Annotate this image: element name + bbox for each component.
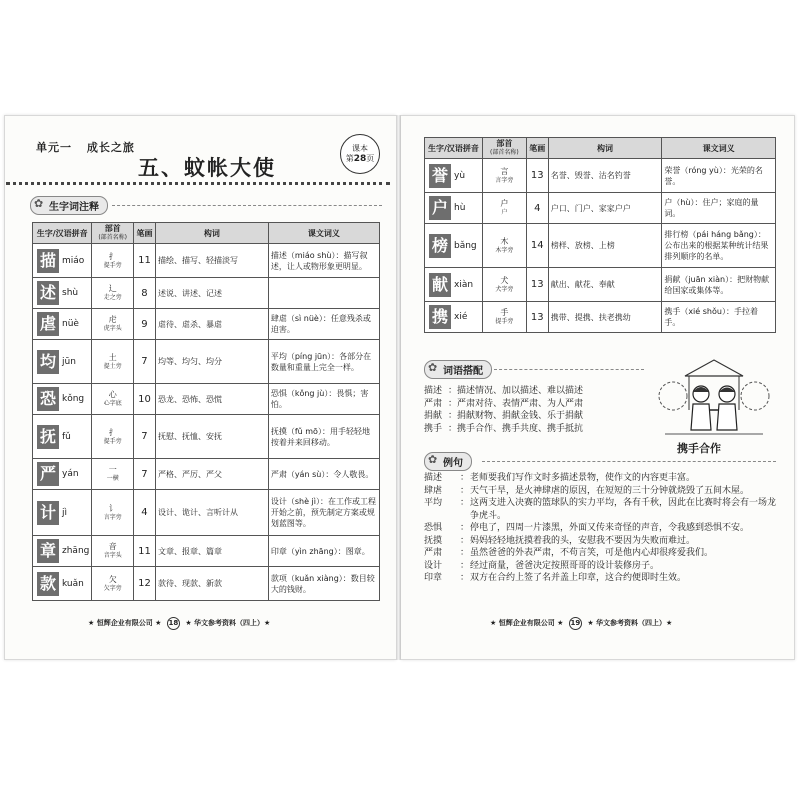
hanzi-cell (33, 415, 92, 459)
text-meaning: 荣誉（róng yù）：光荣的名誉。 (662, 159, 776, 193)
table-row (33, 536, 380, 567)
hanzi-char: 均 (37, 350, 59, 374)
col-header-radical: 部首 (部首名称) (482, 138, 526, 159)
example-key: 印章 (424, 573, 443, 583)
stroke-count: 13 (526, 302, 548, 333)
table-header-row (425, 138, 776, 159)
stroke-count: 7 (134, 415, 156, 459)
hanzi-cell (33, 384, 92, 415)
radical-name: 提手旁 (103, 261, 122, 269)
hanzi-cell (33, 244, 92, 278)
hanzi-char: 抚 (37, 425, 59, 449)
word-forms: 携带、提携、扶老携幼 (548, 302, 662, 333)
example-sentence: 虽然爸爸的外表严肃，不苟言笑，可是他内心却很疼爱我们。 (470, 548, 714, 558)
text-meaning: 排行榜（pái háng bǎng）：公布出来的根据某种统计结果排列顺序的名单。 (662, 224, 776, 268)
example-key: 严肃 (424, 548, 443, 558)
header-divider (6, 182, 390, 188)
example-sentence: 老师要我们写作文时多描述景物，使作文的内容更丰富。 (470, 473, 696, 483)
example-key: 抚摸 (424, 535, 443, 546)
radical-name: 提手旁 (103, 437, 122, 445)
radical-name: 欠字旁 (103, 584, 122, 592)
hanzi-cell (33, 309, 92, 340)
text-meaning: 携手（xié shǒu）：手拉着手。 (662, 302, 776, 333)
col-header-hanzi: 生字/汉语拼音 (425, 138, 483, 159)
radical: 虍 (108, 315, 117, 324)
radical-name: 走之旁 (103, 294, 122, 301)
table-row (425, 302, 776, 333)
hanzi-char: 描 (37, 249, 59, 273)
hanzi-cell (33, 536, 92, 567)
pinyin: bǎng (454, 240, 477, 251)
pinyin: yán (62, 469, 79, 479)
example-row (424, 485, 776, 498)
stroke-count: 12 (134, 567, 156, 601)
col-header-hanzi: 生字/汉语拼音 (33, 223, 92, 244)
pinyin: kǒng (62, 394, 85, 404)
example-row (424, 472, 776, 485)
word-pair-row (424, 423, 583, 436)
colon: ： (460, 498, 470, 508)
text-meaning: 肆虐（sì nüè）：任意残杀或迫害。 (268, 309, 379, 340)
word-forms: 均等、均匀、均分 (155, 340, 268, 384)
word-forms: 描绘、描写、轻描淡写 (155, 244, 268, 278)
stroke-count: 8 (134, 278, 156, 309)
word-forms: 虐待、虐杀、暴虐 (155, 309, 268, 340)
example-key: 描述 (424, 473, 443, 483)
word-forms: 抚慰、抚恤、安抚 (155, 415, 268, 459)
hanzi-char: 携 (429, 305, 451, 329)
flower-icon: ✿ (34, 197, 44, 210)
radical-cell (92, 536, 134, 567)
footer-right (490, 617, 672, 630)
colon: ： (460, 535, 470, 546)
radical: 言 (500, 166, 509, 176)
radical-name: 提土旁 (103, 362, 122, 370)
stroke-count: 14 (526, 224, 548, 268)
footer-series: ★ 华文参考资料（四上）★ (587, 619, 673, 627)
section-label-text: 词语搭配 (443, 366, 483, 377)
section-divider (482, 461, 776, 462)
colon: ： (460, 485, 470, 496)
word-forms: 设计、诡计、言听计从 (155, 490, 268, 536)
table-row (33, 244, 380, 278)
table-row (425, 224, 776, 268)
table-row (33, 490, 380, 536)
example-sentence: 双方在合约上签了名并盖上印章，这合约便即时生效。 (470, 573, 687, 583)
section-label-word-pairs (424, 360, 492, 379)
table-row (33, 340, 380, 384)
word-forms: 文章、报章、篇章 (155, 536, 268, 567)
radical: 犬 (500, 275, 509, 285)
pair-key: 携手 (424, 423, 443, 434)
table-row (33, 459, 380, 490)
radical: 音 (108, 542, 117, 551)
footer-company: ★ 恒辉企业有限公司 ★ (88, 619, 162, 627)
pinyin: nüè (62, 319, 79, 329)
radical-cell (92, 309, 134, 340)
pair-values: ：携手合作、携手共度、携手抵抗 (448, 423, 584, 434)
radical: 一 (108, 465, 117, 474)
word-forms: 述说、讲述、记述 (155, 278, 268, 309)
example-row (424, 560, 776, 573)
radical-cell (482, 159, 526, 193)
pinyin: hù (454, 203, 466, 213)
col-header-words: 构词 (548, 138, 662, 159)
word-pair-row (424, 398, 583, 411)
hanzi-char: 献 (429, 273, 451, 297)
radical: 户 (500, 199, 509, 208)
example-sentences (424, 472, 776, 585)
table-row (33, 309, 380, 340)
hanzi-cell (425, 268, 483, 302)
pair-key: 描述 (424, 386, 443, 396)
hanzi-cell (33, 490, 92, 536)
radical: 扌 (108, 427, 117, 437)
text-meaning: 严肃（yán sù）：令人敬畏。 (268, 459, 379, 490)
col-header-words: 构词 (155, 223, 268, 244)
section-label-text: 例句 (443, 458, 463, 469)
hanzi-cell (33, 340, 92, 384)
pinyin: xiàn (454, 279, 474, 290)
section-label-new-words (30, 196, 108, 215)
table-row (33, 278, 380, 309)
hanzi-char: 章 (37, 539, 59, 563)
textbook-page-badge (340, 134, 380, 174)
stroke-count: 7 (134, 459, 156, 490)
radical-cell (482, 224, 526, 268)
hanzi-char: 计 (37, 501, 59, 525)
flower-icon: ✿ (428, 361, 438, 374)
hanzi-char: 款 (37, 572, 59, 596)
pinyin: fǔ (62, 431, 71, 442)
radical-name: 户 (501, 209, 508, 216)
colon: ： (460, 473, 470, 483)
stroke-count: 9 (134, 309, 156, 340)
hanzi-char: 恐 (37, 387, 59, 411)
stroke-count: 7 (134, 340, 156, 384)
word-forms: 款待、现款、新款 (155, 567, 268, 601)
word-forms: 榜样、放榜、上榜 (548, 224, 662, 268)
text-meaning: 恐惧（kǒng jù）：畏惧；害怕。 (268, 384, 379, 415)
example-row (424, 535, 776, 548)
radical-name: 言字旁 (495, 176, 514, 184)
table-row (425, 193, 776, 224)
stroke-count: 11 (134, 536, 156, 567)
radical-cell (92, 459, 134, 490)
pinyin: miáo (62, 255, 85, 266)
stroke-count: 13 (526, 159, 548, 193)
children-holding-hands-illustration (655, 358, 773, 440)
text-meaning: 款项（kuǎn xiàng）：数目较大的钱财。 (268, 567, 379, 601)
radical: 讠 (108, 503, 117, 513)
colon: ： (460, 560, 470, 571)
example-row (424, 547, 776, 560)
table-row (33, 415, 380, 459)
col-header-strokes: 笔画 (526, 138, 548, 159)
text-meaning: 抚摸（fǔ mō）：用手轻轻地按着并来回移动。 (268, 415, 379, 459)
colon: ： (460, 573, 470, 583)
pair-key: 捐献 (424, 411, 443, 421)
pinyin: kuǎn (62, 578, 84, 589)
example-key: 平均 (424, 498, 443, 508)
footer-company: ★ 恒辉企业有限公司 ★ (490, 619, 564, 627)
footer-left (88, 617, 270, 630)
word-forms: 献出、献花、奉献 (548, 268, 662, 302)
example-row (424, 497, 776, 522)
pair-key: 严肃 (424, 398, 443, 409)
radical: 辶 (108, 284, 117, 293)
radical-cell (92, 415, 134, 459)
word-forms: 恐龙、恐怖、恐慌 (155, 384, 268, 415)
text-meaning (268, 278, 379, 309)
pair-values: ：严肃对待、表情严肃、为人严肃 (448, 398, 584, 409)
text-meaning: 捐献（juān xiàn）：把财物献给国家或集体等。 (662, 268, 776, 302)
radical-name: 提手旁 (495, 318, 514, 325)
vocab-table-right (424, 137, 776, 333)
vocab-table-left (32, 222, 380, 601)
table-row (33, 567, 380, 601)
flower-icon: ✿ (428, 453, 438, 466)
illustration-caption: 携手合作 (677, 442, 721, 455)
badge-line1: 课本 (352, 144, 368, 153)
table-row (33, 384, 380, 415)
text-meaning: 户（hù）：住户；家庭的量词。 (662, 193, 776, 224)
example-sentence: 这两支进入决赛的篮球队的实力平均，各有千秋，因此在比赛时将会有一场龙争虎斗。 (470, 498, 777, 521)
example-sentence: 停电了，四周一片漆黑，外面又传来奇怪的声音，令我感到恐惧不安。 (470, 523, 750, 533)
section-divider (112, 205, 382, 206)
example-sentence: 天气干旱，是火神肆虐的原因，在短短的三十分钟就烧毁了五间木屋。 (470, 485, 750, 496)
radical-cell (92, 244, 134, 278)
hanzi-cell (425, 302, 483, 333)
example-key: 设计 (424, 560, 443, 571)
word-pair-row (424, 410, 583, 423)
example-sentence: 妈妈轻轻地抚摸着我的头，安慰我不要因为失败而难过。 (470, 535, 696, 546)
pair-values: ：描述情况、加以描述、难以描述 (448, 386, 584, 396)
pinyin: jūn (62, 356, 76, 367)
text-meaning: 平均（píng jūn）：各部分在数量和重量上完全一样。 (268, 340, 379, 384)
stroke-count: 4 (526, 193, 548, 224)
radical-cell (92, 567, 134, 601)
lesson-title: 五、蚊帐大使 (138, 156, 276, 180)
radical-name: 音字头 (103, 552, 122, 559)
text-meaning: 描述（miáo shù）：描写叙述，让人或物形象更明显。 (268, 244, 379, 278)
page-number: 19 (569, 617, 582, 630)
word-pair-list (424, 385, 583, 435)
col-header-meaning: 课文词义 (662, 138, 776, 159)
hanzi-cell (33, 459, 92, 490)
pinyin: yù (454, 170, 466, 181)
pinyin: jì (62, 507, 68, 518)
col-header-radical: 部首 (部首名称) (92, 223, 134, 244)
radical-cell (92, 278, 134, 309)
radical-name: 木字旁 (495, 246, 514, 254)
hanzi-char: 誉 (429, 164, 451, 188)
example-key: 恐惧 (424, 523, 443, 533)
word-forms: 严格、严厉、严父 (155, 459, 268, 490)
stroke-count: 10 (134, 384, 156, 415)
footer-series: ★ 华文参考资料（四上）★ (185, 619, 271, 627)
hanzi-char: 严 (37, 462, 59, 486)
radical-name: 言字旁 (103, 513, 122, 521)
radical: 土 (108, 352, 117, 362)
pinyin: zhāng (62, 546, 90, 556)
radical-cell (92, 384, 134, 415)
hanzi-char: 榜 (429, 234, 451, 258)
colon: ： (460, 523, 470, 533)
hanzi-char: 述 (37, 281, 59, 305)
radical-cell (92, 490, 134, 536)
section-label-examples (424, 452, 472, 471)
radical-name: 心字底 (103, 400, 122, 407)
pair-values: ：捐献财物、捐献金钱、乐于捐献 (448, 411, 584, 421)
example-row (424, 572, 776, 585)
badge-line2: 第28页 (345, 154, 375, 164)
hanzi-cell (33, 278, 92, 309)
word-pair-row (424, 385, 583, 398)
word-forms: 名誉、毁誉、沽名钓誉 (548, 159, 662, 193)
stroke-count: 13 (526, 268, 548, 302)
section-divider (494, 369, 644, 370)
table-row (425, 268, 776, 302)
col-header-strokes: 笔画 (134, 223, 156, 244)
text-meaning: 设计（shè jì）：在工作或工程开始之前，预先制定方案或规划蓝图等。 (268, 490, 379, 536)
radical: 手 (500, 308, 509, 317)
example-key: 肆虐 (424, 485, 443, 496)
radical-name: 一横 (106, 475, 119, 482)
page-number: 18 (167, 617, 180, 630)
unit-topic: 成长之旅 (86, 141, 135, 154)
text-meaning: 印章（yìn zhāng）：图章。 (268, 536, 379, 567)
hanzi-cell (425, 224, 483, 268)
stroke-count: 11 (134, 244, 156, 278)
table-row (425, 159, 776, 193)
radical-cell (92, 340, 134, 384)
radical: 欠 (108, 574, 117, 584)
unit-label: 单元一 (36, 141, 72, 154)
example-sentence: 经过商量，爸爸决定按照哥哥的设计装修房子。 (470, 560, 660, 571)
table-header-row (33, 223, 380, 244)
radical-cell (482, 302, 526, 333)
radical: 木 (500, 236, 509, 246)
radical: 扌 (108, 251, 117, 261)
radical-cell (482, 268, 526, 302)
example-row (424, 522, 776, 535)
radical-name: 犬字旁 (495, 285, 514, 293)
unit-header (36, 139, 135, 155)
radical: 心 (108, 390, 117, 399)
radical-cell (482, 193, 526, 224)
col-header-meaning: 课文词义 (268, 223, 379, 244)
hanzi-cell (33, 567, 92, 601)
hanzi-cell (425, 159, 483, 193)
word-forms: 户口、门户、家家户户 (548, 193, 662, 224)
hanzi-char: 虐 (37, 312, 59, 336)
hanzi-char: 户 (429, 196, 451, 220)
pinyin: xié (454, 312, 468, 322)
pinyin: shù (62, 288, 79, 298)
colon: ： (460, 548, 470, 558)
hanzi-cell (425, 193, 483, 224)
section-label-text: 生字词注释 (49, 202, 99, 213)
stroke-count: 4 (134, 490, 156, 536)
radical-name: 虎字头 (103, 325, 122, 332)
